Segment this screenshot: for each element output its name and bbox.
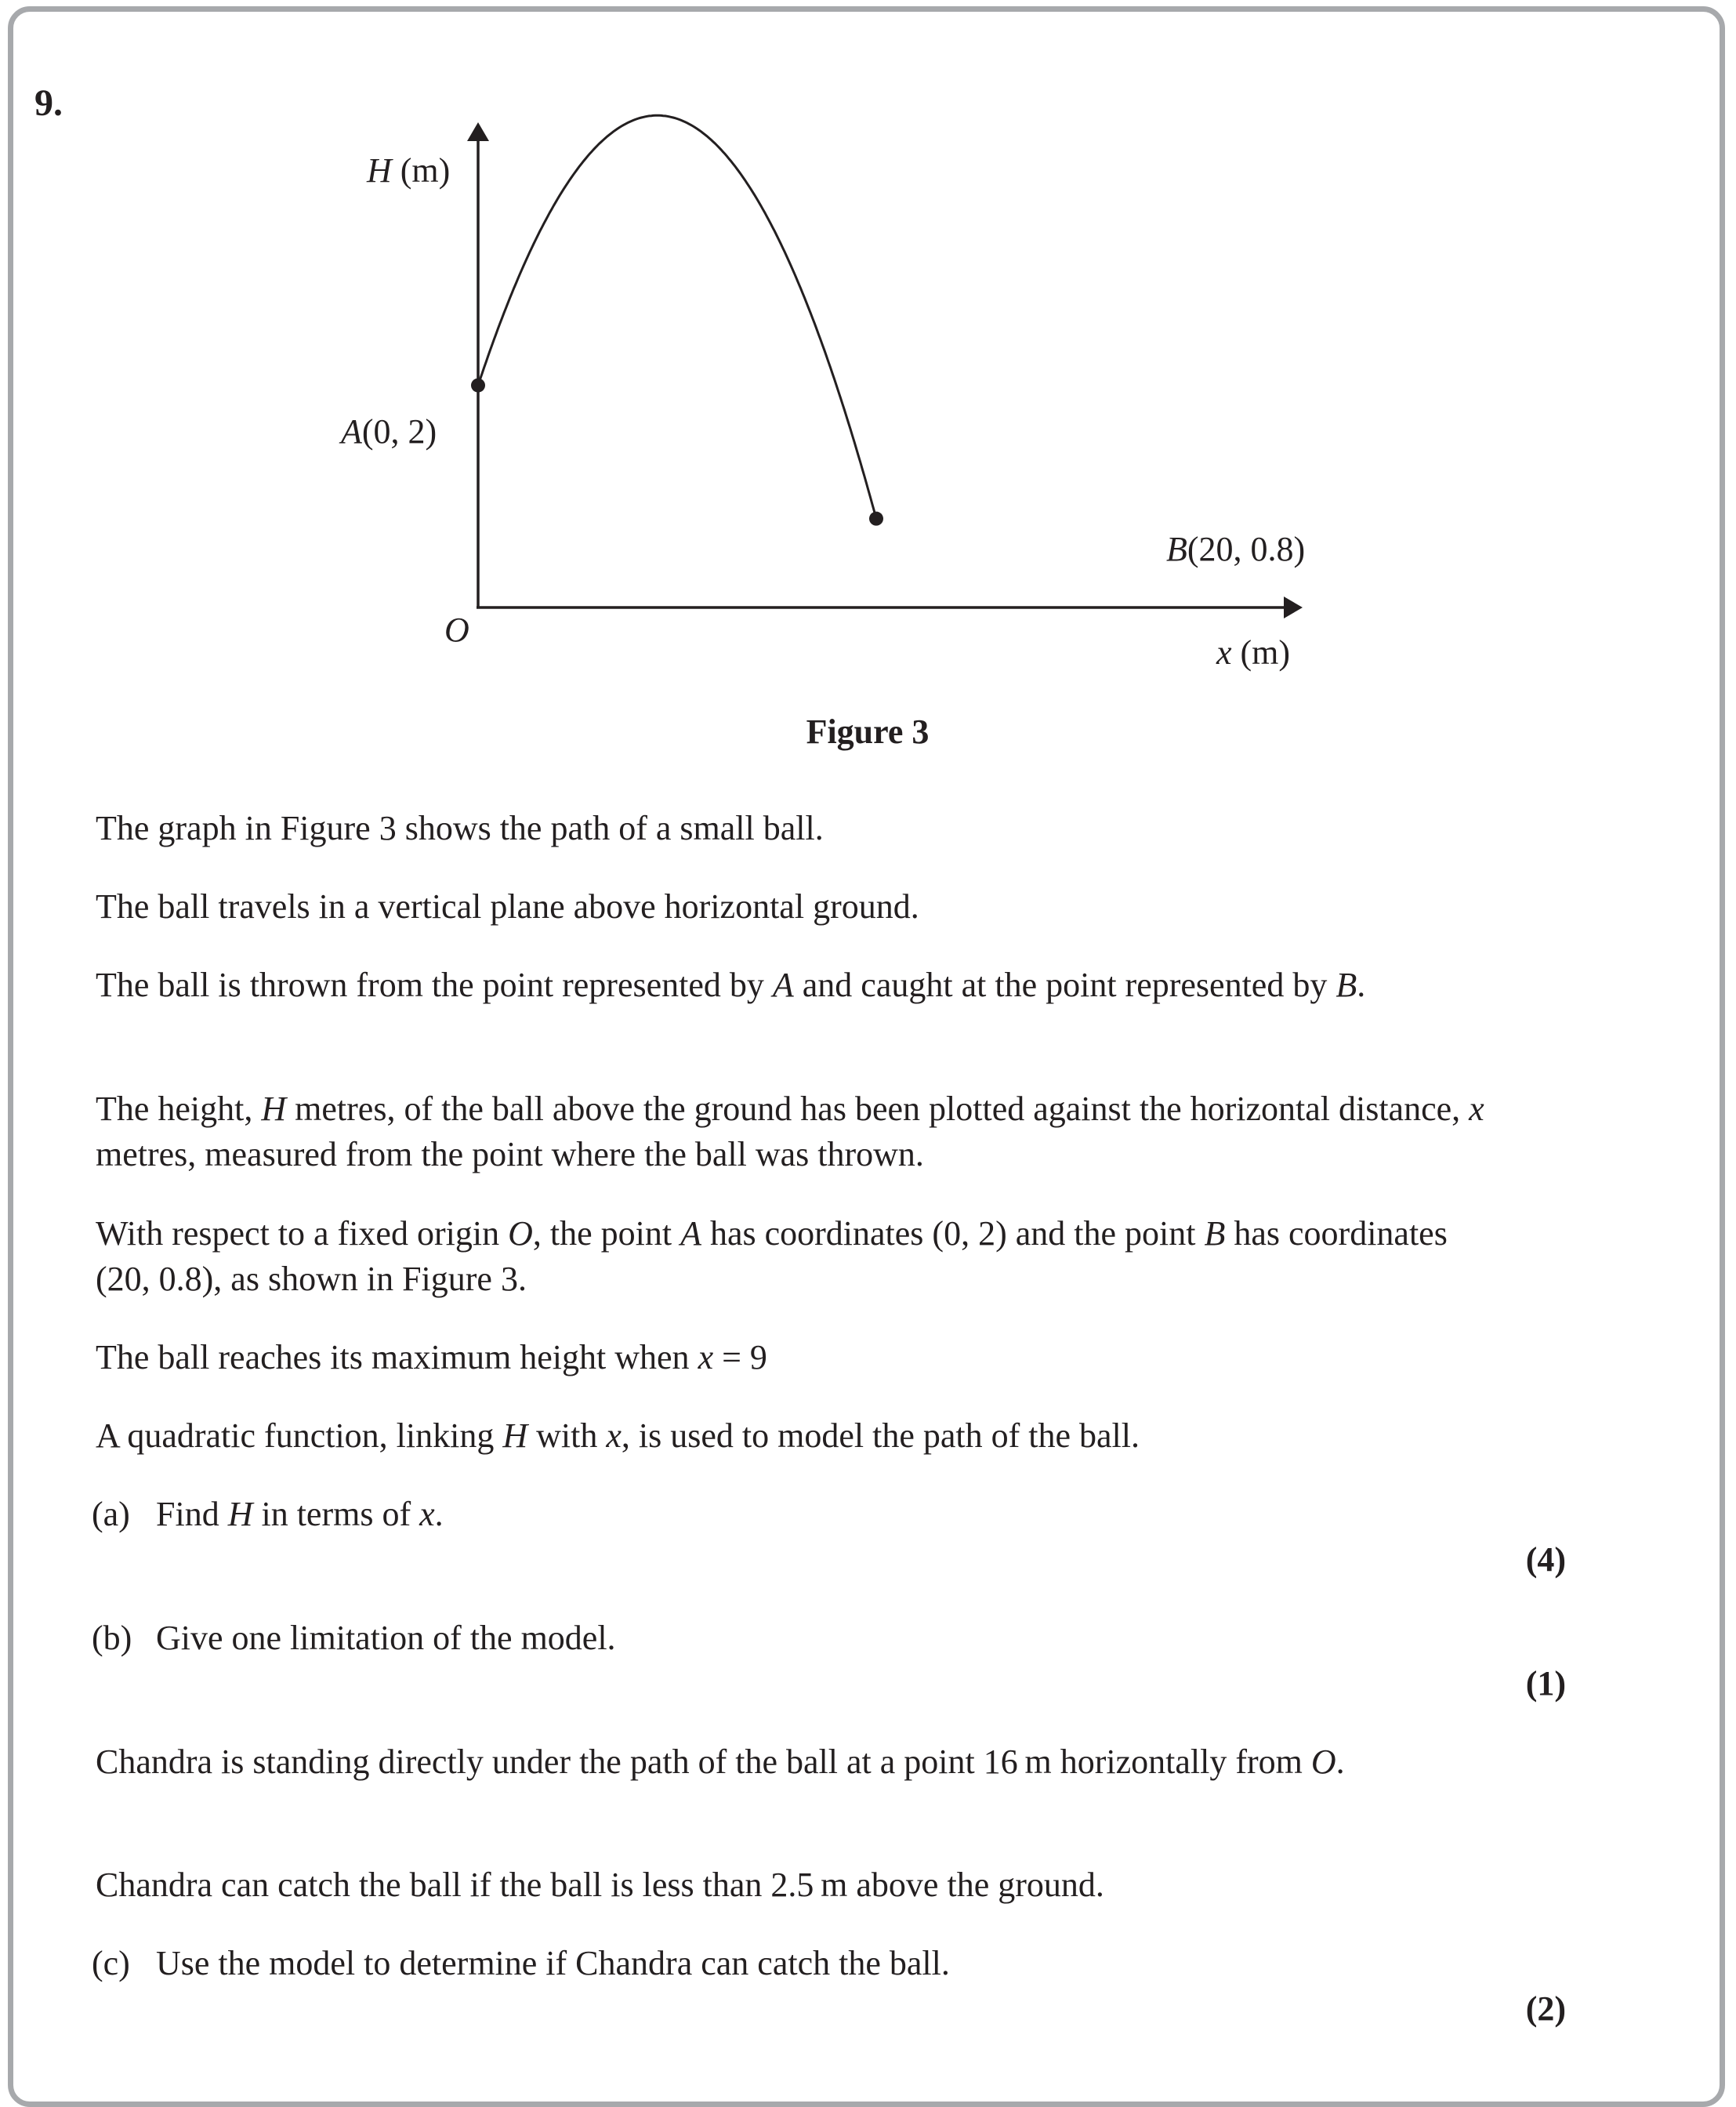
figure-caption: Figure 3 xyxy=(806,713,930,751)
part-a: (a) Find H in terms of x. xyxy=(92,1495,444,1533)
paragraph-9: Chandra can catch the ball if the ball is less than 2.5 m above the ground. xyxy=(96,1866,1104,1904)
paragraph-4: The height, H metres, of the ball above the ground has been plotted against the horizontal distance, x metres, measured from the point where the ball was thrown. xyxy=(96,1090,1484,1173)
x-axis-label: x (m) xyxy=(1216,633,1291,672)
point-a-marker xyxy=(471,379,485,393)
part-a-marks: (4) xyxy=(1525,1540,1566,1579)
part-b-marks: (1) xyxy=(1525,1664,1566,1703)
origin-label: O xyxy=(444,611,469,649)
ball-trajectory-curve xyxy=(478,115,876,518)
question-number: 9. xyxy=(34,82,63,124)
y-axis-label: H (m) xyxy=(367,151,451,190)
part-c-marks: (2) xyxy=(1525,1989,1566,2028)
paragraph-8: Chandra is standing directly under the path of the ball at a point 16 m horizontally from O. xyxy=(96,1743,1345,1781)
paragraph-6: The ball reaches its maximum height when x = 9 xyxy=(96,1338,767,1376)
paragraph-1: The graph in Figure 3 shows the path of a small ball. xyxy=(96,809,824,847)
point-b-marker xyxy=(869,512,883,526)
paragraph-5: With respect to a fixed origin O, the point A has coordinates (0, 2) and the point B has coordinates (20, 0.8), as shown in Figure 3. xyxy=(96,1214,1448,1298)
point-a-label: A(0, 2) xyxy=(341,412,437,451)
point-b-label: B(20, 0.8) xyxy=(1166,530,1306,568)
x-axis-arrowhead xyxy=(1284,597,1303,618)
paragraph-3: The ball is thrown from the point represented by A and caught at the point represented by B. xyxy=(96,966,1366,1004)
paragraph-7: A quadratic function, linking H with x, is used to model the path of the ball. xyxy=(96,1416,1140,1455)
part-c: (c) Use the model to determine if Chandra can catch the ball. xyxy=(92,1944,950,1982)
paragraph-2: The ball travels in a vertical plane above horizontal ground. xyxy=(96,887,919,926)
part-b: (b) Give one limitation of the model. xyxy=(92,1619,616,1657)
figure-3-graph xyxy=(0,0,1736,784)
y-axis-arrowhead xyxy=(467,122,489,141)
